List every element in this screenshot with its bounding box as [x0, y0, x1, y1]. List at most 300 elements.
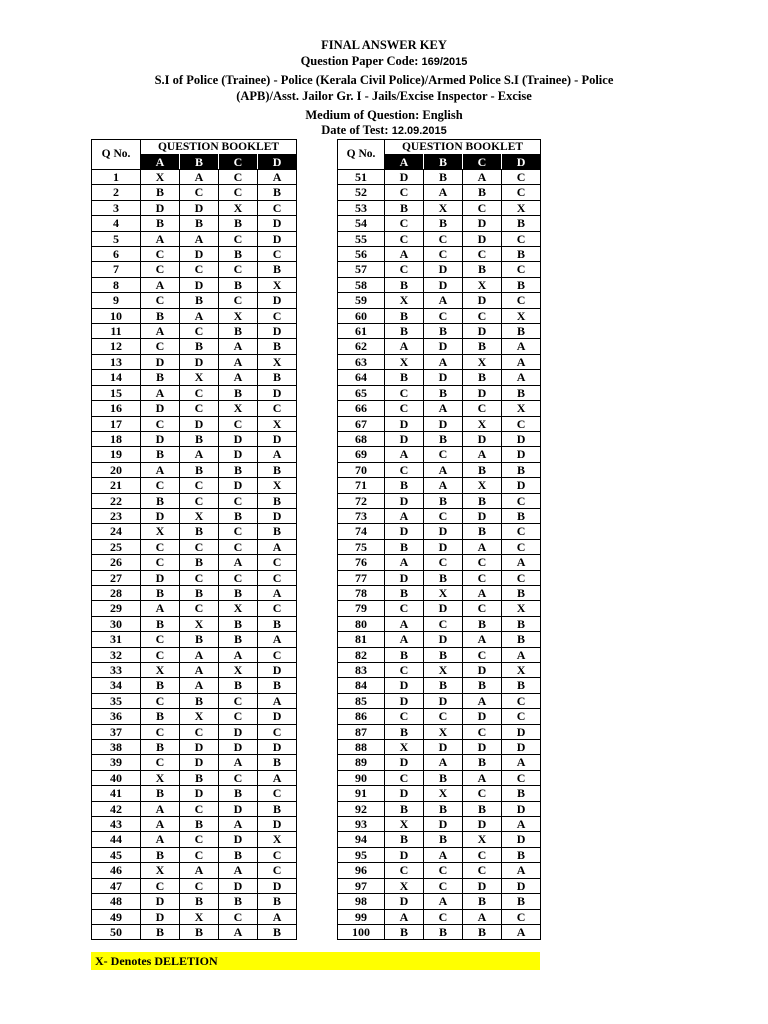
answer-c: B [463, 370, 502, 385]
table-row [338, 354, 541, 369]
table-row [338, 216, 541, 231]
answer-d: D [502, 447, 541, 462]
answer-a: B [141, 308, 180, 323]
answer-d: A [258, 770, 297, 785]
answer-a: X [141, 524, 180, 539]
question-number: 66 [338, 401, 385, 416]
answer-d: B [258, 185, 297, 200]
question-number: 32 [92, 647, 141, 662]
answer-d: C [502, 231, 541, 246]
answer-c: D [219, 832, 258, 847]
answer-a: D [141, 354, 180, 369]
table-row [92, 185, 297, 200]
question-number: 52 [338, 185, 385, 200]
answer-b: D [424, 262, 463, 277]
answer-b: C [180, 878, 219, 893]
question-number: 53 [338, 200, 385, 215]
answer-c: B [219, 786, 258, 801]
answer-d: D [258, 216, 297, 231]
answer-c: A [463, 539, 502, 554]
table-row [338, 632, 541, 647]
answer-d: X [258, 416, 297, 431]
answer-c: D [219, 740, 258, 755]
question-number: 90 [338, 770, 385, 785]
answer-b: B [424, 570, 463, 585]
answer-c: C [219, 231, 258, 246]
answer-c: B [219, 462, 258, 477]
answer-b: C [180, 724, 219, 739]
question-number: 49 [92, 909, 141, 924]
answer-c: B [219, 616, 258, 631]
answer-b: D [424, 524, 463, 539]
question-number: 47 [92, 878, 141, 893]
answer-a: C [141, 262, 180, 277]
answer-a: C [385, 185, 424, 200]
table-row [92, 601, 297, 616]
question-number: 14 [92, 370, 141, 385]
answer-b: D [180, 354, 219, 369]
answer-a: C [385, 216, 424, 231]
answer-b: B [424, 678, 463, 693]
answer-c: X [219, 601, 258, 616]
answer-d: A [258, 170, 297, 185]
answer-a: B [141, 740, 180, 755]
answer-b: C [424, 709, 463, 724]
answer-c: B [219, 216, 258, 231]
question-number: 73 [338, 508, 385, 523]
table-row [92, 786, 297, 801]
table-row [338, 293, 541, 308]
question-number: 19 [92, 447, 141, 462]
question-number: 13 [92, 354, 141, 369]
question-number: 37 [92, 724, 141, 739]
question-number: 15 [92, 385, 141, 400]
table-row [338, 601, 541, 616]
answer-d: C [258, 647, 297, 662]
answer-a: D [385, 693, 424, 708]
answer-a: B [141, 678, 180, 693]
answer-d: C [502, 770, 541, 785]
answer-a: D [385, 431, 424, 446]
answer-d: X [258, 832, 297, 847]
answer-d: B [258, 524, 297, 539]
table-row [92, 262, 297, 277]
answer-c: D [463, 740, 502, 755]
answer-d: B [502, 216, 541, 231]
answer-c: D [219, 431, 258, 446]
question-number: 95 [338, 847, 385, 862]
question-number: 35 [92, 693, 141, 708]
answer-a: B [385, 801, 424, 816]
answer-d: C [502, 524, 541, 539]
answer-b: D [424, 339, 463, 354]
answer-b: X [424, 585, 463, 600]
table-row [338, 770, 541, 785]
question-number: 7 [92, 262, 141, 277]
booklet-header: QUESTION BOOKLET [141, 140, 297, 155]
answer-d: D [258, 508, 297, 523]
question-number: 17 [92, 416, 141, 431]
answer-d: D [502, 832, 541, 847]
answer-b: C [424, 863, 463, 878]
answer-d: D [258, 817, 297, 832]
answer-a: X [385, 817, 424, 832]
answer-a: C [385, 663, 424, 678]
answer-d: C [258, 200, 297, 215]
answer-d: D [258, 431, 297, 446]
question-number: 18 [92, 431, 141, 446]
answer-b: A [424, 478, 463, 493]
table-row [92, 924, 297, 939]
table-row [338, 231, 541, 246]
answer-b: C [180, 847, 219, 862]
answer-c: B [463, 262, 502, 277]
answer-d: D [258, 293, 297, 308]
answer-b: C [180, 385, 219, 400]
answer-c: A [219, 354, 258, 369]
answer-a: X [385, 878, 424, 893]
answer-a: B [141, 786, 180, 801]
table-row [338, 493, 541, 508]
answer-b: A [424, 755, 463, 770]
table-row [92, 616, 297, 631]
question-number: 31 [92, 632, 141, 647]
answer-c: C [219, 570, 258, 585]
answer-a: B [385, 924, 424, 939]
answer-d: A [502, 755, 541, 770]
table-row [338, 447, 541, 462]
answer-a: B [385, 277, 424, 292]
date-line [0, 123, 768, 138]
question-number: 23 [92, 508, 141, 523]
table-row [338, 878, 541, 893]
answer-a: C [385, 462, 424, 477]
table-row [338, 200, 541, 215]
answer-c: B [463, 801, 502, 816]
answer-d: B [502, 678, 541, 693]
question-number: 85 [338, 693, 385, 708]
question-number: 99 [338, 909, 385, 924]
question-number: 94 [338, 832, 385, 847]
answer-c: B [219, 894, 258, 909]
question-number: 78 [338, 585, 385, 600]
answer-d: C [258, 847, 297, 862]
answer-a: X [141, 663, 180, 678]
table-row [338, 185, 541, 200]
answer-b: D [424, 601, 463, 616]
answer-c: D [463, 817, 502, 832]
answer-a: D [385, 786, 424, 801]
answer-d: C [258, 401, 297, 416]
answer-c: B [219, 324, 258, 339]
answer-b: D [424, 416, 463, 431]
question-number: 58 [338, 277, 385, 292]
table-row [338, 693, 541, 708]
answer-d: D [258, 878, 297, 893]
table-row [338, 401, 541, 416]
answer-c: B [463, 462, 502, 477]
answer-b: X [180, 709, 219, 724]
medium-line: Medium of Question: English [305, 108, 463, 122]
answer-rows-right [338, 170, 541, 940]
answer-a: A [141, 385, 180, 400]
table-row [92, 216, 297, 231]
answer-c: D [463, 431, 502, 446]
question-number: 43 [92, 817, 141, 832]
answer-a: A [141, 601, 180, 616]
table-row [338, 663, 541, 678]
answer-a: A [141, 801, 180, 816]
qno-header: Q No. [92, 140, 141, 170]
answer-c: B [219, 277, 258, 292]
answer-b: D [424, 370, 463, 385]
answer-d: C [502, 262, 541, 277]
question-number: 38 [92, 740, 141, 755]
question-number: 60 [338, 308, 385, 323]
answer-a: A [385, 447, 424, 462]
answer-c: C [219, 493, 258, 508]
table-row [338, 909, 541, 924]
answer-a: D [141, 508, 180, 523]
answer-a: D [141, 431, 180, 446]
question-number: 76 [338, 555, 385, 570]
answer-a: C [385, 709, 424, 724]
answer-b: B [424, 324, 463, 339]
question-number: 59 [338, 293, 385, 308]
answer-d: C [502, 416, 541, 431]
answer-b: C [180, 601, 219, 616]
answer-b: C [180, 570, 219, 585]
answer-c: C [463, 647, 502, 662]
answer-d: A [258, 909, 297, 924]
answer-d: B [258, 370, 297, 385]
answer-d: C [502, 170, 541, 185]
table-row [92, 247, 297, 262]
answer-d: B [258, 339, 297, 354]
answer-b: C [424, 909, 463, 924]
answer-d: B [258, 462, 297, 477]
answer-a: C [141, 539, 180, 554]
answer-d: C [502, 570, 541, 585]
answer-d: X [258, 277, 297, 292]
question-number: 22 [92, 493, 141, 508]
answer-d: B [258, 616, 297, 631]
answer-d: A [502, 647, 541, 662]
table-row [338, 555, 541, 570]
table-row [92, 508, 297, 523]
table-row [338, 924, 541, 939]
answer-a: A [385, 555, 424, 570]
answer-c: C [463, 863, 502, 878]
answer-a: B [385, 832, 424, 847]
booklet-a-header: A [385, 155, 424, 170]
answer-c: C [219, 539, 258, 554]
answer-b: A [424, 462, 463, 477]
answer-b: B [180, 216, 219, 231]
question-number: 12 [92, 339, 141, 354]
answer-b: D [180, 200, 219, 215]
answer-d: A [502, 339, 541, 354]
answer-d: B [502, 616, 541, 631]
answer-d: A [502, 354, 541, 369]
answer-b: C [424, 247, 463, 262]
answer-a: D [385, 755, 424, 770]
answer-c: D [219, 878, 258, 893]
table-row [92, 724, 297, 739]
booklet-header: QUESTION BOOKLET [385, 140, 541, 155]
answer-d: C [258, 786, 297, 801]
answer-d: A [258, 632, 297, 647]
booklet-c-header: C [219, 155, 258, 170]
answer-a: D [385, 170, 424, 185]
answer-d: B [502, 786, 541, 801]
question-number: 97 [338, 878, 385, 893]
answer-a: B [141, 216, 180, 231]
answer-a: C [141, 693, 180, 708]
answer-d: X [502, 308, 541, 323]
answer-b: B [424, 493, 463, 508]
answer-a: D [141, 570, 180, 585]
answer-c: B [463, 894, 502, 909]
question-number: 72 [338, 493, 385, 508]
answer-a: A [141, 324, 180, 339]
question-number: 27 [92, 570, 141, 585]
answer-a: C [385, 231, 424, 246]
question-number: 44 [92, 832, 141, 847]
answer-rows-left [92, 170, 297, 940]
answer-c: C [219, 185, 258, 200]
table-row [92, 678, 297, 693]
answer-a: D [141, 909, 180, 924]
answer-c: A [219, 924, 258, 939]
answer-b: B [180, 431, 219, 446]
answer-d: B [258, 262, 297, 277]
table-row [338, 416, 541, 431]
answer-b: A [180, 308, 219, 323]
answer-a: B [141, 709, 180, 724]
answer-b: B [180, 462, 219, 477]
question-number: 33 [92, 663, 141, 678]
answer-a: A [141, 817, 180, 832]
answer-d: B [258, 894, 297, 909]
answer-b: B [424, 832, 463, 847]
answer-a: B [141, 616, 180, 631]
answer-c: C [463, 401, 502, 416]
answer-b: X [424, 724, 463, 739]
question-number: 64 [338, 370, 385, 385]
table-row [92, 447, 297, 462]
answer-a: A [141, 277, 180, 292]
question-number: 30 [92, 616, 141, 631]
table-row [92, 909, 297, 924]
answer-c: C [219, 293, 258, 308]
answer-c: X [463, 832, 502, 847]
answer-a: C [141, 247, 180, 262]
question-number: 24 [92, 524, 141, 539]
answer-d: C [502, 909, 541, 924]
answer-c: A [219, 863, 258, 878]
answer-c: D [463, 385, 502, 400]
answer-a: X [141, 770, 180, 785]
answer-d: B [502, 585, 541, 600]
answer-b: A [180, 231, 219, 246]
post-line-1: S.I of Police (Trainee) - Police (Kerala Civil Police)/Armed Police S.I (Trainee) - Police [154, 73, 614, 87]
answer-b: B [180, 693, 219, 708]
answer-c: A [463, 170, 502, 185]
table-row [92, 339, 297, 354]
answer-b: B [180, 632, 219, 647]
answer-a: D [385, 570, 424, 585]
table-row [338, 370, 541, 385]
answer-c: A [219, 555, 258, 570]
table-row [338, 894, 541, 909]
answer-c: C [463, 247, 502, 262]
answer-d: C [258, 555, 297, 570]
table-row [92, 401, 297, 416]
answer-d: C [502, 293, 541, 308]
answer-c: B [219, 847, 258, 862]
answer-a: C [141, 632, 180, 647]
answer-a: B [385, 324, 424, 339]
table-row [338, 585, 541, 600]
question-number: 54 [338, 216, 385, 231]
question-number: 3 [92, 200, 141, 215]
answer-b: A [424, 354, 463, 369]
table-row [92, 632, 297, 647]
question-number: 62 [338, 339, 385, 354]
answer-c: B [219, 508, 258, 523]
question-number: 48 [92, 894, 141, 909]
answer-a: B [141, 447, 180, 462]
answer-b: D [180, 277, 219, 292]
answer-b: C [424, 616, 463, 631]
answer-c: D [463, 293, 502, 308]
answer-d: B [502, 632, 541, 647]
answer-b: C [180, 832, 219, 847]
answer-b: D [180, 786, 219, 801]
answer-d: A [502, 370, 541, 385]
answer-c: A [463, 909, 502, 924]
answer-b: X [180, 909, 219, 924]
answer-c: X [219, 200, 258, 215]
answer-c: X [463, 478, 502, 493]
answer-c: C [463, 308, 502, 323]
paper-code: 169/2015 [421, 56, 468, 68]
answer-b: B [424, 385, 463, 400]
question-number: 98 [338, 894, 385, 909]
answer-c: X [219, 663, 258, 678]
answer-d: C [502, 709, 541, 724]
answer-d: D [502, 431, 541, 446]
answer-c: X [219, 401, 258, 416]
answer-b: X [424, 200, 463, 215]
answer-c: A [463, 632, 502, 647]
answer-a: B [141, 847, 180, 862]
question-number: 45 [92, 847, 141, 862]
answer-d: A [258, 539, 297, 554]
answer-d: X [502, 401, 541, 416]
answer-b: X [424, 786, 463, 801]
table-row [92, 524, 297, 539]
answer-d: B [502, 508, 541, 523]
answer-d: X [502, 663, 541, 678]
answer-c: X [463, 354, 502, 369]
table-row [338, 539, 541, 554]
table-row [338, 170, 541, 185]
answer-a: A [385, 508, 424, 523]
table-row [338, 709, 541, 724]
answer-b: B [424, 801, 463, 816]
